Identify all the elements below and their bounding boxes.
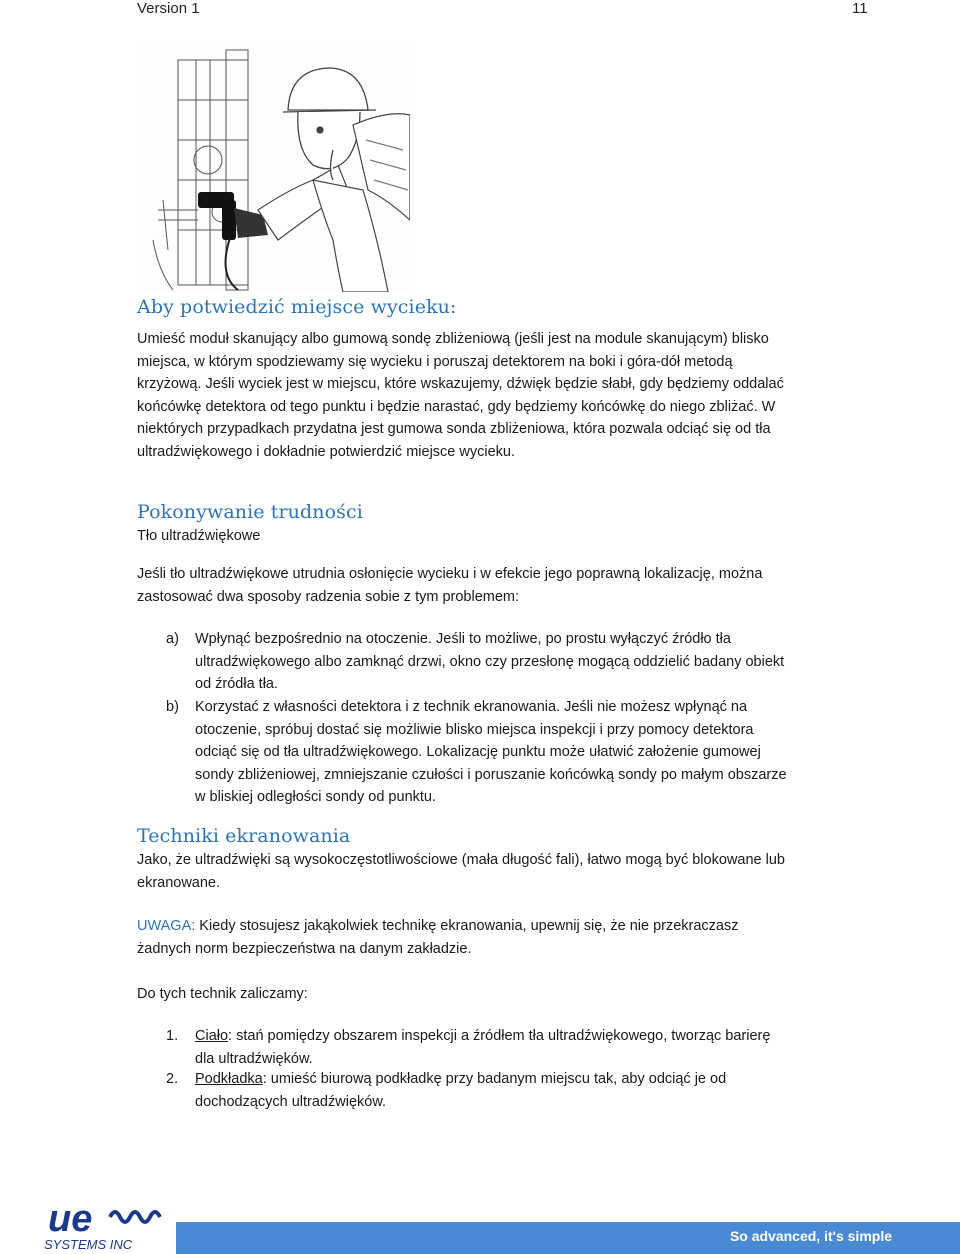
- term-body: Ciało: [195, 1028, 229, 1044]
- text-line: zastosować dwa sposoby radzenia sobie z tym problemem:: [137, 588, 520, 605]
- footer-slogan: So advanced, it's simple: [729, 1228, 892, 1244]
- term-desc: : stań pomiędzy obszarem inspekcji a źródłem tła ultradźwiękowego, tworząc barierę: [228, 1028, 771, 1044]
- section-title-confirm-leak: Aby potwiedzić miejsce wycieku:: [137, 296, 457, 318]
- note-line-1: [137, 915, 739, 938]
- technician-illustration: [138, 40, 410, 292]
- section-title-overcoming: Pokonywanie trudności: [137, 501, 363, 523]
- text-line: ultradźwiękowego albo zamknąć drzwi, okno czy przesłonę mogącą oddzielić badany obiekt: [195, 653, 785, 670]
- text-line: krzyżową. Jeśli wyciek jest w miejscu, które wskazujemy, dźwięk będzie słabł, gdy będziemy oddalać: [137, 376, 784, 392]
- term-desc: : umieść biurową podkładkę przy badanym miejscu tak, aby odciąć je od: [262, 1071, 727, 1087]
- list-marker-a: a): [166, 631, 179, 647]
- svg-text:SYSTEMS INC: SYSTEMS INC: [44, 1237, 133, 1252]
- svg-text:ue: ue: [48, 1198, 93, 1240]
- note-paragraph: [137, 915, 739, 960]
- text-line: niektórych przypadkach przydatna jest gumowa sonda zbliżeniowa, która pozwala odciąć się od tła: [137, 421, 771, 437]
- techniques-intro: Do tych technik zaliczamy:: [137, 986, 308, 1002]
- text-line: odciąć się od tła ultradźwiękowego. Lokalizację punktu może ułatwić założenie gumowej: [195, 744, 761, 760]
- text-line: [195, 1068, 726, 1091]
- text-line: w bliskiej odległości sondy od punktu.: [195, 789, 436, 805]
- text-line: od źródła tła.: [195, 676, 279, 692]
- text-line: ekranowane.: [137, 874, 221, 891]
- text-line: dla ultradźwięków.: [195, 1050, 313, 1067]
- subsection-title-background: Tło ultradźwiękowe: [137, 528, 261, 544]
- text-line: końcówkę detektora od tego punktu i będzie narastać, gdy będziemy końcówkę do niego zbliżać. W: [137, 398, 776, 415]
- text-line: ultradźwiękowego i dokładnie potwierdzić miejsce wycieku.: [137, 443, 515, 460]
- section-title-shielding: Techniki ekranowania: [137, 825, 351, 847]
- text-line: Jeśli tło ultradźwiękowe utrudnia osłonięcie wycieku i w efekcie jego poprawną lokalizację, można: [137, 566, 763, 582]
- text-line: sondy zbliżeniowej, zmniejszanie czułości i poruszanie końcówką sondy po małym obszarze: [195, 766, 787, 783]
- list-item-clipboard: [195, 1068, 726, 1113]
- list-item-b: [195, 696, 787, 809]
- text-line: Wpłynąć bezpośrednio na otoczenie. Jeśli to możliwe, po prostu wyłączyć źródło tła: [195, 631, 731, 647]
- list-item-body: [195, 1025, 770, 1070]
- ue-systems-logo: [42, 1197, 172, 1253]
- note-text: Kiedy stosujesz jakąkolwiek technikę ekranowania, upewnij się, że nie przekraczasz: [195, 918, 739, 934]
- text-line: Korzystać z własności detektora i z technik ekranowania. Jeśli nie możesz wpłynąć na: [195, 699, 748, 715]
- text-line: dochodzących ultradźwięków.: [195, 1093, 387, 1110]
- paragraph-background-intro: [137, 563, 762, 608]
- text-line: Umieść moduł skanujący albo gumową sondę zbliżeniową (jeśli jest na module skanującym) blisko: [137, 331, 769, 347]
- text-line: [195, 1025, 770, 1048]
- text-line: Jako, że ultradźwięki są wysokoczęstotliwościowe (mała długość fali), łatwo mogą być blokowane lub: [137, 852, 785, 868]
- text-line: miejsca, w którym spodziewamy się wycieku i poruszaj detektorem na boki i góra-dół metodą: [137, 353, 733, 370]
- header-version: Version 1: [137, 0, 200, 17]
- note-label: UWAGA:: [137, 918, 196, 934]
- paragraph-shielding: [137, 849, 785, 894]
- text-line: otoczenie, spróbuj dostać się możliwie blisko miejsca inspekcji i przy pomocy detektora: [195, 721, 754, 738]
- page-number: 11: [852, 0, 868, 17]
- list-marker-b: b): [166, 699, 179, 715]
- list-item-a: [195, 628, 784, 696]
- note-line-2: żadnych norm bezpieczeństwa na danym zakładzie.: [137, 940, 472, 957]
- paragraph-confirm-leak: [137, 328, 784, 463]
- list-marker-2: 2.: [166, 1071, 179, 1087]
- term-clipboard: Podkładka: [195, 1071, 263, 1087]
- list-marker-1: 1.: [166, 1028, 179, 1044]
